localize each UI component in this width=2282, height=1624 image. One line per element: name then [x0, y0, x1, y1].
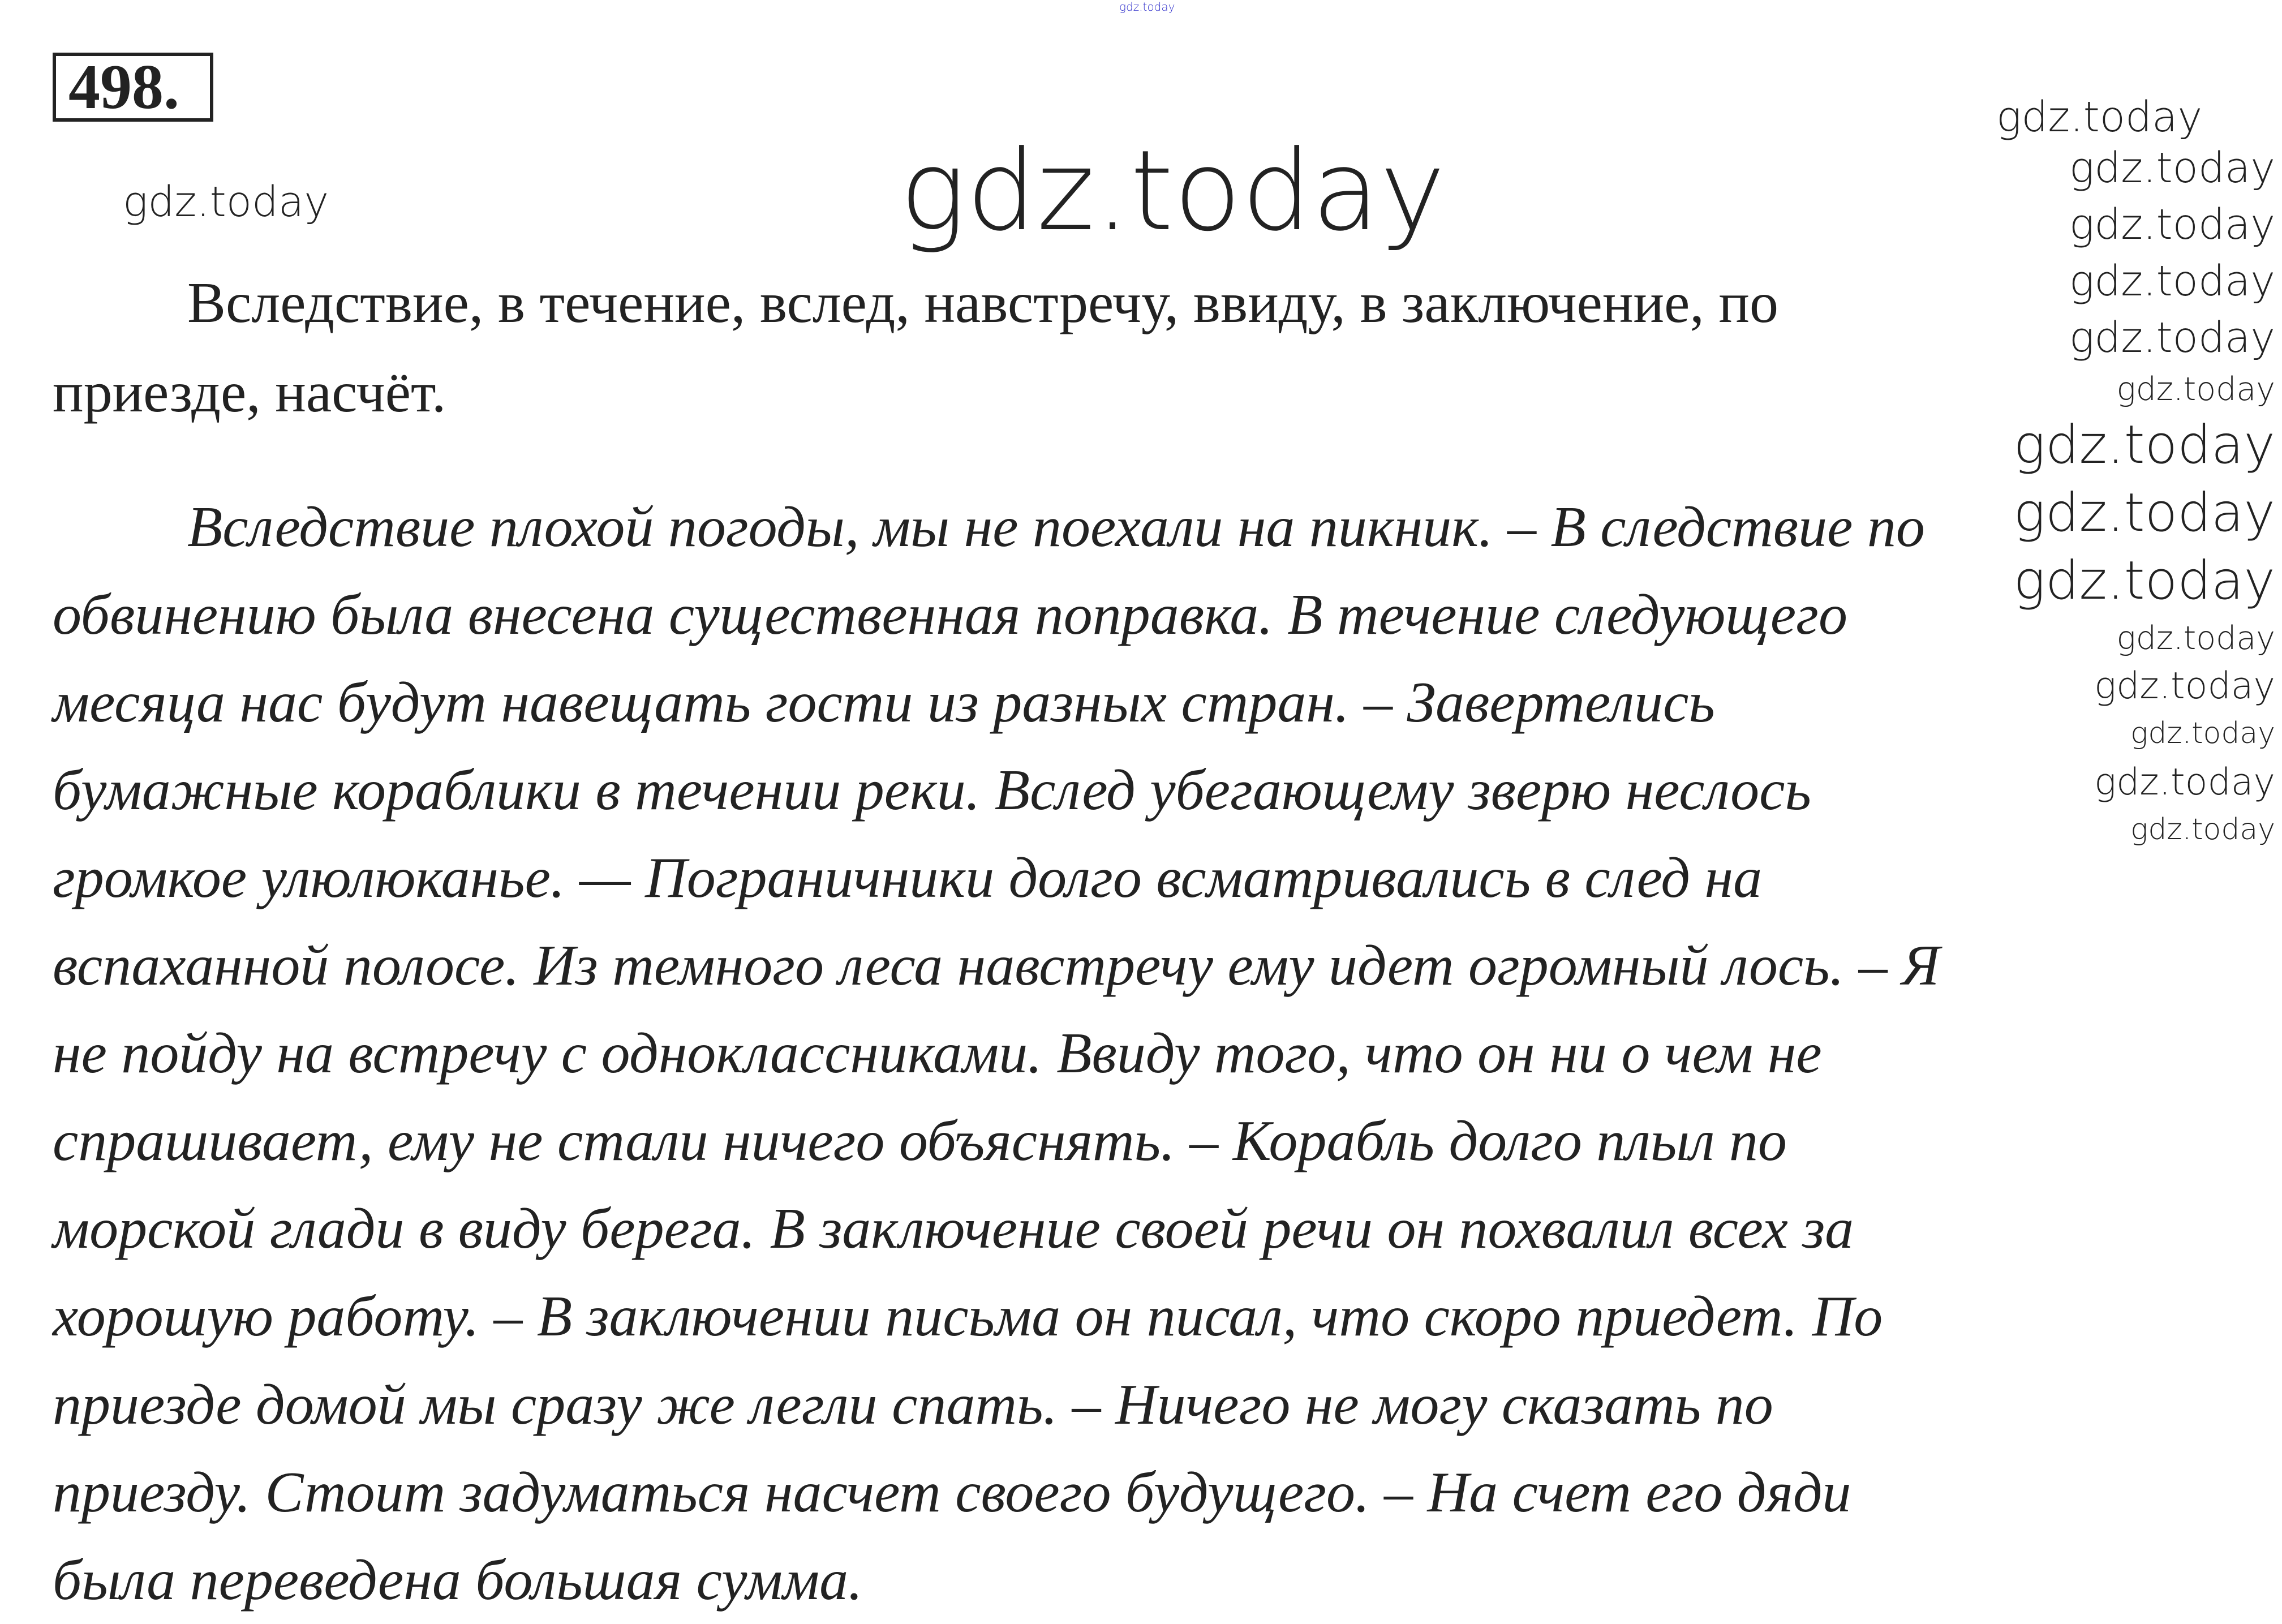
- watermark: gdz.today: [1996, 93, 2203, 141]
- answer-line: приезде, насчёт.: [53, 360, 446, 424]
- example-line: спрашивает, ему не стали ничего объяснять. – Корабль долго плыл по: [53, 1109, 1787, 1173]
- exercise-number: 498.: [53, 53, 213, 122]
- watermark: gdz.today: [2069, 200, 2275, 249]
- watermark: gdz.today: [2013, 482, 2275, 544]
- watermark: gdz.today: [2069, 313, 2275, 362]
- answer-line: Вследствие, в течение, вслед, навстречу, ввиду, в заключение, по: [187, 271, 1778, 335]
- watermark: gdz.today: [2130, 813, 2275, 847]
- watermark: gdz.today: [2116, 371, 2275, 408]
- example-line: обвинению была внесена существенная поправка. В течение следующего: [53, 583, 1847, 647]
- watermark-large: gdz.today: [900, 127, 1446, 256]
- example-line: месяца нас будут навещать гости из разных стран. – Завертелись: [53, 671, 1715, 734]
- watermark-top: gdz.today: [1119, 0, 1175, 14]
- watermark: gdz.today: [2094, 761, 2275, 804]
- example-line: громкое улюлюканье. — Пограничники долго всматривались в след на: [53, 846, 1763, 910]
- example-line: была переведена большая сумма.: [53, 1548, 863, 1612]
- example-line: бумажные кораблики в течении реки. Вслед убегающему зверю неслось: [53, 758, 1811, 822]
- watermark: gdz.today: [2013, 414, 2275, 476]
- example-line: хорошую работу. – В заключении письма он писал, что скоро приедет. По: [53, 1284, 1883, 1348]
- example-line: приезду. Стоит задуматься насчет своего будущего. – На счет его дяди: [53, 1460, 1851, 1524]
- watermark: gdz.today: [123, 178, 329, 226]
- example-line: Вследствие плохой погоды, мы не поехали на пикник. – В следствие по: [187, 495, 1925, 559]
- watermark: gdz.today: [2116, 620, 2275, 657]
- watermark: gdz.today: [2130, 716, 2275, 750]
- watermark: gdz.today: [2069, 144, 2275, 192]
- example-line: не пойду на встречу с одноклассниками. Ввиду того, что он ни о чем не: [53, 1021, 1822, 1085]
- watermark: gdz.today: [2094, 665, 2275, 707]
- watermark: gdz.today: [2069, 257, 2275, 306]
- example-line: приезде домой мы сразу же легли спать. – Ничего не могу сказать по: [53, 1373, 1773, 1437]
- example-line: вспаханной полосе. Из темного леса навстречу ему идет огромный лось. – Я: [53, 934, 1940, 998]
- watermark: gdz.today: [2013, 550, 2275, 612]
- example-line: морской глади в виду берега. В заключение своей речи он похвалил всех за: [53, 1197, 1854, 1261]
